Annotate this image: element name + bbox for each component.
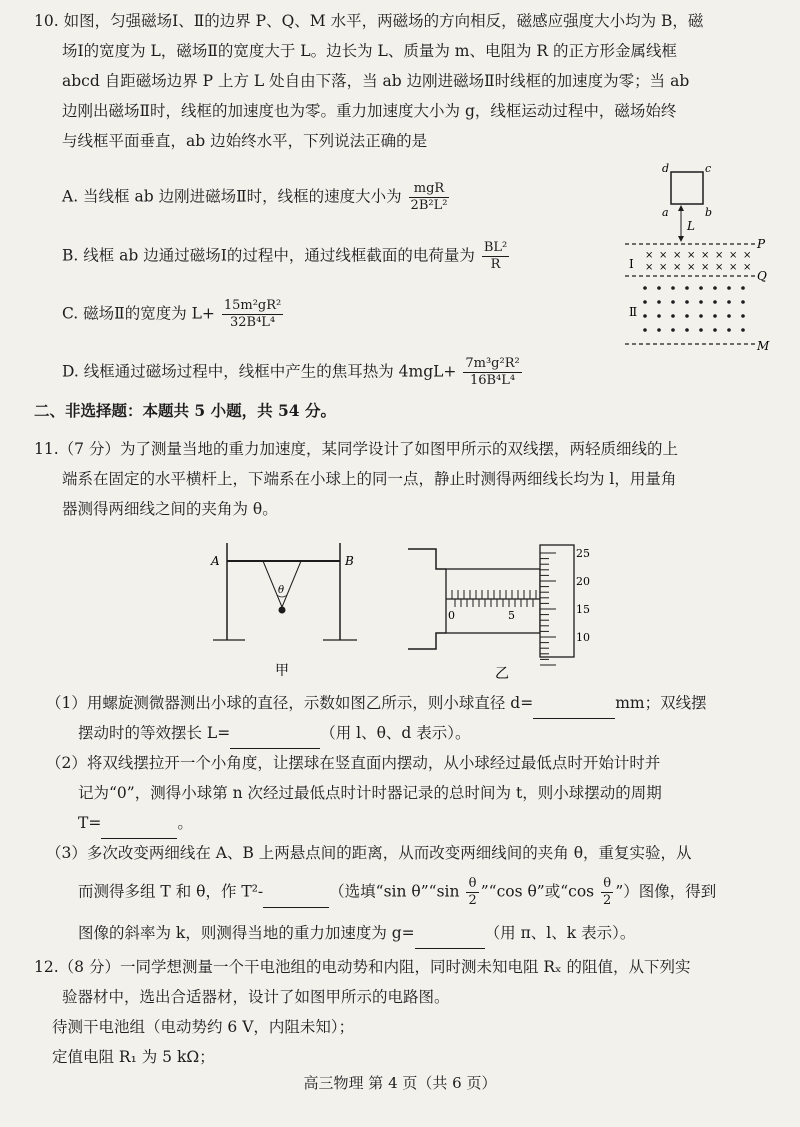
vertex-b-label: b [705,206,713,219]
field-dot [713,300,717,304]
figure-jia-caption: 甲 [275,663,289,679]
field-cross: × [701,250,710,261]
option-d-fraction: $\frac{\text{7m³g²R²}}{\text{16B⁴L⁴}}$ [465,356,520,388]
main-scale-5: 5 [508,609,515,622]
q11-part2-line3: T= 。 [78,808,774,839]
option-c-fraction: $\frac{\text{15m²gR²}}{\text{32B⁴L⁴}}$ [223,298,282,330]
main-scale-0: 0 [448,609,455,622]
field-dot [657,328,661,332]
q10-stem-line2: 场Ⅰ的宽度为 L，磁场Ⅱ的宽度大于 L。边长为 L、质量为 m、电阻为 R 的正方形金属线框 [62,42,677,60]
q12-stem-line3: 待测干电池组（电动势约 6 V，内阻未知）； [52,1018,355,1036]
q12-stem-line1: 12.（8 分）一同学想测量一个干电池组的电动势和内阻，同时测未知电阻 Rₓ 的阻值，从下列实 [34,958,691,976]
q10-stem-line4: 边刚出磁场Ⅱ时，线框的加速度也为零。重力加速度大小为 g，线框运动过程中，磁场始终 [62,102,677,120]
field-dot [657,300,661,304]
field-dot [713,328,717,332]
q11-stem-line3: 器测得两细线之间的夹角为 θ。 [62,500,278,518]
thimble-scale-25: 25 [576,547,590,560]
vertex-a-label: a [662,206,669,219]
field-cross: × [659,262,668,273]
q12-stem-line2: 验器材中，选出合适器材，设计了如图甲所示的电路图。 [62,988,450,1006]
thimble-scale-15: 15 [576,603,590,616]
field-cross: × [645,262,654,273]
field-dot [685,328,689,332]
thimble-scale-10: 10 [576,631,590,644]
field-dot [699,328,703,332]
right-string [282,561,301,607]
field-dot [671,314,675,318]
thimble-scale-20: 20 [576,575,590,588]
q10-stem-line1: 10. 如图，匀强磁场Ⅰ、Ⅱ的边界 P、Q、M 水平，两磁场的方向相反，磁感应强度大小均为 B，磁 [34,12,704,30]
option-c-text: C. 磁场Ⅱ的宽度为 L+ [62,304,215,323]
q10-option-c [62,298,285,331]
q11-part2-line1: （2）将双线摆拉开一个小角度，让摆球在竖直面内摆动，从小球经过最低点时开始计时并 [46,754,661,772]
q11-part1-line1: （1）用螺旋测微器测出小球的直径，示数如图乙所示，则小球直径 d= mm；双线摆 [46,688,774,719]
field-dot [713,286,717,290]
q11-stem-line1: 11.（7 分）为了测量当地的重力加速度，某同学设计了如图甲所示的双线摆，两轻质细线的上 [34,440,678,458]
field-dot [643,300,647,304]
field-dot [741,300,745,304]
option-a-text: A. 当线框 ab 边刚进磁场Ⅱ时，线框的速度大小为 [62,187,402,206]
field-dot [699,314,703,318]
field-cross: × [673,262,682,273]
field-cross: × [729,250,738,261]
field-dot [699,286,703,290]
q11-part3-line1: （3）多次改变两细线在 A、B 上两悬点间的距离，从而改变两细线间的夹角 θ，重复实验，从 [46,844,692,862]
vertex-c-label: c [705,162,712,175]
square-frame [671,172,703,204]
answer-blank-graph-variable[interactable] [263,877,329,908]
micrometer-figure [400,535,600,685]
q10-option-b [62,240,511,273]
q12-stem-line4: 定值电阻 R₁ 为 5 kΩ； [52,1048,215,1066]
q10-option-a [62,181,451,214]
field-cross: × [743,250,752,261]
field-dot [657,314,661,318]
field-dot [727,286,731,290]
field-dot [741,314,745,318]
boundary-p-label: P [757,237,766,251]
field-dot [643,314,647,318]
q10-magnetic-field-figure [615,160,775,360]
option-b-fraction: $\frac{\text{BL²}}{R}$ [483,240,508,272]
option-b-text: B. 线框 ab 边通过磁场Ⅰ的过程中，通过线框截面的电荷量为 [62,246,475,265]
option-d-text: D. 线框通过磁场过程中，线框中产生的焦耳热为 4mgL+ [62,362,457,381]
q10-option-d [62,356,524,389]
vertex-d-label: d [662,162,670,175]
answer-blank-gravity[interactable] [415,918,485,949]
angle-theta-label: θ [278,585,285,596]
field-dot [727,300,731,304]
page-footer: 高三物理 第 4 页（共 6 页） [303,1074,497,1092]
q10-stem-line5: 与线框平面垂直，ab 边始终水平，下列说法正确的是 [62,132,428,150]
field-dot [741,286,745,290]
field-2-label: Ⅱ [629,305,638,319]
pendulum-ball [279,607,286,614]
field-2-dots [643,286,745,332]
sleeve [446,569,540,633]
boundary-m-label: M [757,339,770,353]
field-cross: × [687,262,696,273]
field-dot [671,328,675,332]
field-cross: × [729,262,738,273]
thimble [540,545,574,657]
field-dot [643,286,647,290]
answer-blank-period[interactable] [101,808,177,839]
q11-stem-line2: 端系在固定的水平横杆上，下端系在小球上的同一点，静止时测得两细线长均为 l，用量角 [62,470,677,488]
option-a-fraction: $\frac{\text{mgR}}{\text{2B²L²}}$ [410,181,448,213]
answer-blank-d[interactable] [533,688,615,719]
field-dot [727,328,731,332]
distance-l-label: L [687,219,695,233]
field-cross: × [715,250,724,261]
field-dot [699,300,703,304]
q11-part3-line3: 图像的斜率为 k，则测得当地的重力加速度为 g= （用 π、l、k 表示）。 [78,918,774,949]
field-cross: × [715,262,724,273]
field-dot [741,328,745,332]
field-cross: × [659,250,668,261]
q11-part2-line2: 记为“0”，测得小球第 n 次经过最低点时计时器记录的总时间为 t，则小球摆动的周期 [78,784,662,802]
field-dot [727,314,731,318]
q11-part3-line2: 而测得多组 T 和 θ，作 T²- （选填“sin θ”“sin $\frac{\theta}{2}$ ”“cos θ”或“cos $\frac{\theta}{2}$ ”）图像，得到 [78,876,717,908]
field-dot [671,300,675,304]
field-dot [685,286,689,290]
q10-stem-line3: abcd 自距磁场边界 P 上方 L 处自由下落，当 ab 边刚进磁场Ⅱ时线框的加速度为零；当 ab [62,72,690,90]
field-dot [713,314,717,318]
field-1-label: Ⅰ [629,257,634,271]
point-a-label: A [211,554,220,568]
q11-part1-line2: 摆动时的等效摆长 L= （用 l、θ、d 表示）。 [78,718,774,749]
answer-blank-length[interactable] [230,718,320,749]
field-cross: × [743,262,752,273]
field-dot [643,328,647,332]
field-cross: × [645,250,654,261]
field-cross: × [673,250,682,261]
bifilar-pendulum-figure [205,535,365,685]
field-dot [671,286,675,290]
left-string [263,561,285,607]
field-1-crosses [645,250,751,273]
section-2-heading: 二、非选择题：本题共 5 小题，共 54 分。 [34,401,336,420]
point-b-label: B [345,554,354,568]
field-cross: × [687,250,696,261]
field-dot [685,314,689,318]
field-cross: × [701,262,710,273]
field-dot [657,286,661,290]
field-dot [685,300,689,304]
figure-yi-caption: 乙 [495,666,509,682]
boundary-q-label: Q [757,269,767,283]
